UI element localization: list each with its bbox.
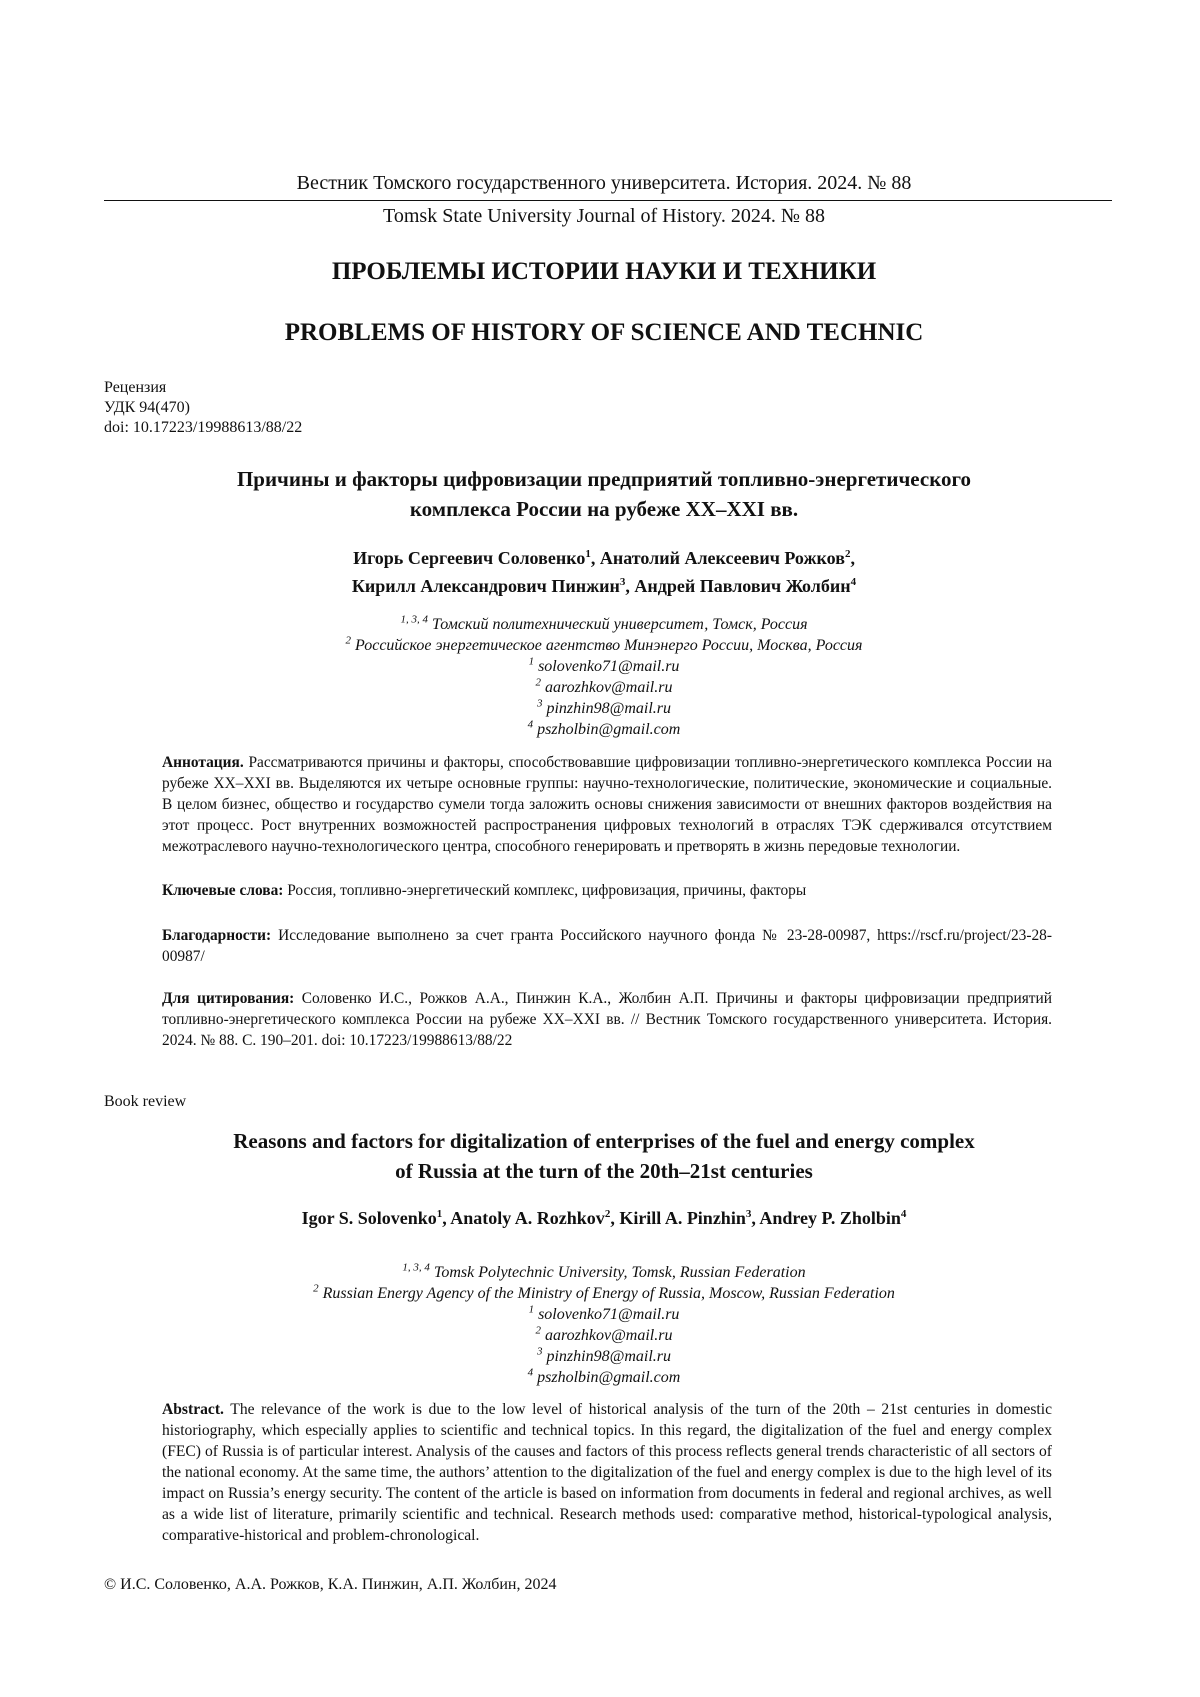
email-line <box>104 656 1104 677</box>
author-sup: 3 <box>745 1208 752 1220</box>
author-name: Kirill A. Pinzhin <box>619 1208 746 1228</box>
journal-title-en: Tomsk State University Journal of History. 2024. № 88 <box>383 205 825 227</box>
affiliations-en <box>104 1262 1104 1388</box>
author-email[interactable]: solovenko71@mail.ru <box>534 1306 680 1323</box>
article-title-en-line: Reasons and factors for digitalization of enterprises of the fuel and energy complex <box>233 1129 975 1153</box>
author-sup: 4 <box>850 576 857 588</box>
affiliation-sup: 4 <box>527 718 534 731</box>
affiliation-sup: 2 <box>535 1324 542 1337</box>
affiliation-line <box>104 1283 1104 1304</box>
abstract-text-en: The relevance of the work is due to the low level of historical analysis of the turn of the 20th – 21st centuries in domestic historiography, which especially applies to scientific and technical topics. In this regard, the digitalization of the fuel and energy complex (FEC) of Russia is of particular interest. Analysis of the causes and factors of this process reflects general trends characteristic of all sectors of the national economy. At the same time, the authors’ attention to the digitalization of the fuel and energy complex is due to the high level of its impact on Russia’s energy security. The content of the article is based on information from documents in federal and regional archives, as well as a wide list of literature, primarily scientific and technical. Research methods used: comparative method, historical-typological analysis, comparative-historical and problem-chronological. <box>162 1401 1052 1544</box>
section-title-en: PROBLEMS OF HISTORY OF SCIENCE AND TECHNIC <box>284 319 924 346</box>
email-line <box>104 719 1104 740</box>
author-sup: 2 <box>844 548 851 560</box>
header-rule <box>104 200 1112 201</box>
affiliation-sup: 1 <box>528 655 535 668</box>
article-title-ru-line: Причины и факторы цифровизации предприятий топливно-энергетического <box>236 467 972 491</box>
email-line <box>104 1304 1104 1325</box>
author-email[interactable]: aarozhkov@mail.ru <box>541 679 673 696</box>
author-sup: 4 <box>900 1208 907 1220</box>
copyright-notice: © И.С. Соловенко, А.А. Рожков, К.А. Пинжин, А.П. Жолбин, 2024 <box>104 1576 557 1593</box>
abstract-en <box>162 1399 1052 1546</box>
author-name: Анатолий Алексеевич Рожков <box>599 548 845 568</box>
author-sep: , <box>751 1208 760 1228</box>
affiliation-sup: 1 <box>528 1303 535 1316</box>
article-title-ru <box>104 464 1104 524</box>
affiliation-sup: 2 <box>535 676 542 689</box>
author-email[interactable]: pinzhin98@mail.ru <box>542 1348 671 1365</box>
article-title-en-line: of Russia at the turn of the 20th–21st centuries <box>395 1159 813 1183</box>
doi: doi: 10.17223/19988613/88/22 <box>104 419 303 436</box>
affiliation-sup: 3 <box>536 697 543 710</box>
authors-ru-line <box>104 572 1104 600</box>
affiliation-sup: 3 <box>536 1345 543 1358</box>
article-meta <box>104 378 302 438</box>
abstract-ru <box>162 752 1052 857</box>
author-email[interactable]: pinzhin98@mail.ru <box>542 700 671 717</box>
affiliation-sup: 1, 3, 4 <box>400 613 428 626</box>
article-title-ru-line: комплекса России на рубеже XX–XXI вв. <box>409 497 799 521</box>
abstract-label-ru: Аннотация. <box>162 754 244 771</box>
affiliation-sup: 2 <box>313 1282 319 1295</box>
affiliation-line <box>104 614 1104 635</box>
affiliation-text: Russian Energy Agency of the Ministry of Energy of Russia, Moscow, Russian Federation <box>318 1285 895 1302</box>
author-email[interactable]: pszholbin@gmail.com <box>533 1369 681 1386</box>
affiliation-line <box>104 635 1104 656</box>
author-name: Кирилл Александрович Пинжин <box>351 576 620 596</box>
acknowledgements <box>162 925 1052 967</box>
author-sep: , <box>625 576 635 596</box>
author-sep: , <box>610 1208 620 1228</box>
authors-ru-line <box>104 544 1104 572</box>
author-sup: 1 <box>436 1208 443 1220</box>
author-sup: 3 <box>619 576 626 588</box>
affiliation-text: Российское энергетическое агентство Минэнерго России, Москва, Россия <box>351 637 863 654</box>
author-sup: 2 <box>604 1208 611 1220</box>
citation <box>162 988 1052 1051</box>
author-name: Andrey P. Zholbin <box>759 1208 901 1228</box>
section-title-ru: ПРОБЛЕМЫ ИСТОРИИ НАУКИ И ТЕХНИКИ <box>331 258 877 285</box>
author-name: Андрей Павлович Жолбин <box>634 576 851 596</box>
abstract-label-en: Abstract. <box>162 1401 224 1418</box>
acknowledgements-label: Благодарности: <box>162 927 272 944</box>
email-line <box>104 1346 1104 1367</box>
email-line <box>104 1367 1104 1388</box>
email-line <box>104 1325 1104 1346</box>
keywords-text: Россия, топливно-энергетический комплекс, цифровизация, причины, факторы <box>283 882 807 899</box>
affiliation-line <box>104 1262 1104 1283</box>
email-line <box>104 677 1104 698</box>
author-email[interactable]: pszholbin@gmail.com <box>533 721 681 738</box>
authors-ru <box>104 544 1104 600</box>
udk: УДК 94(470) <box>104 399 190 416</box>
affiliations-ru <box>104 614 1104 740</box>
author-sep: , <box>590 548 600 568</box>
affiliation-sup: 2 <box>345 634 352 647</box>
article-type-en: Book review <box>104 1093 187 1110</box>
article-type-ru: Рецензия <box>104 379 167 396</box>
affiliation-sup: 1, 3, 4 <box>402 1261 430 1274</box>
affiliation-text: Tomsk Polytechnic University, Tomsk, Russian Federation <box>429 1264 806 1281</box>
author-sep: , <box>442 1208 451 1228</box>
authors-en <box>104 1208 1104 1229</box>
author-sep: , <box>850 548 855 568</box>
email-line <box>104 698 1104 719</box>
journal-title-ru: Вестник Томского государственного университета. История. 2024. № 88 <box>296 172 912 194</box>
article-title-en <box>104 1126 1104 1186</box>
keywords-label: Ключевые слова: <box>162 882 284 899</box>
acknowledgements-text: Исследование выполнено за счет гранта Российского научного фонда № 23-28-00987, https://rscf.ru/project/23-28-00987/ <box>162 927 1052 965</box>
author-email[interactable]: solovenko71@mail.ru <box>534 658 680 675</box>
abstract-text-ru: Рассматриваются причины и факторы, способствовавшие цифровизации топливно-энергетического комплекса России на рубеже XX–XXI вв. Выделяются их четыре основные группы: научно-технологические, политические, экономические и социальные. В целом бизнес, общество и государство сумели тогда заложить основы снижения зависимости от внешних факторов воздействия на этот процесс. Рост внутренних возможностей распространения цифровых технологий в отраслях ТЭК сдерживался отсутствием межотраслевого научно-технологического центра, способного генерировать и претворять в жизнь передовые технологии. <box>162 754 1052 855</box>
keywords-ru <box>162 880 1052 901</box>
citation-label: Для цитирования: <box>162 990 295 1007</box>
author-email[interactable]: aarozhkov@mail.ru <box>541 1327 673 1344</box>
author-sup: 1 <box>585 548 591 560</box>
author-name: Anatoly A. Rozhkov <box>450 1208 605 1228</box>
author-name: Igor S. Solovenko <box>301 1208 437 1228</box>
author-name: Игорь Сергеевич Соловенко <box>353 548 586 568</box>
citation-text: Соловенко И.С., Рожков А.А., Пинжин К.А., Жолбин А.П. Причины и факторы цифровизации предприятий топливно-энергетического комплекса России на рубеже XX–XXI вв. // Вестник Томского государственного университета. История. 2024. № 88. С. 190–201. doi: 10.17223/19988613/88/22 <box>162 990 1052 1049</box>
affiliation-sup: 4 <box>527 1366 534 1379</box>
affiliation-text: Томский политехнический университет, Томск, Россия <box>427 616 808 633</box>
